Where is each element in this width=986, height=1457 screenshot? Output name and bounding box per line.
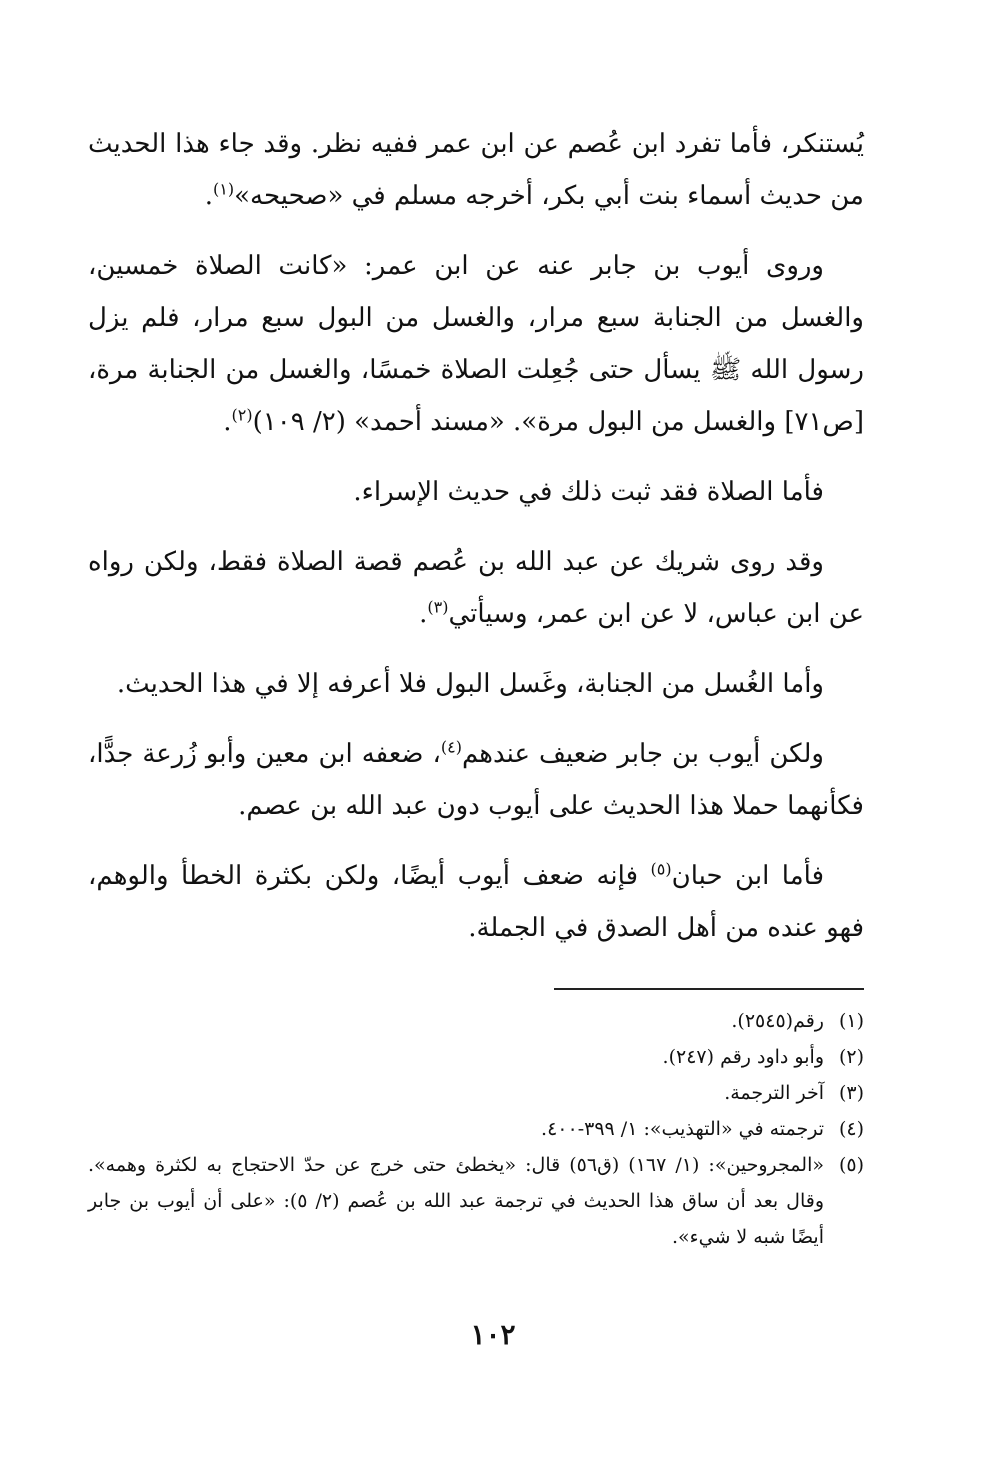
footnote-marker[interactable]: (٥)	[650, 859, 672, 879]
footnote-text: وأبو داود رقم (٢٤٧).	[662, 1046, 824, 1068]
paragraph-text: ولكن أيوب بن جابر ضعيف عندهم	[461, 739, 824, 769]
footnote-item	[88, 1003, 864, 1039]
paragraph-text: وروى أيوب بن جابر عنه عن ابن عمر: «كانت الصلاة خمسين، والغسل من الجنابة سبع مرار، والغسل من البول سبع مرار، فلم يزل رسول الله ﷺ يسأل حتى جُعِلت الصلاة خمسًا، والغسل من الجنابة مرة، [ص٧١] والغسل من البول مرة». «مسند أحمد» (٢/ ١٠٩)	[88, 251, 864, 437]
footnote-text: رقم(٢٥٤٥).	[731, 1010, 824, 1032]
footnote-item	[88, 1147, 864, 1255]
footnote-number: (٥)	[838, 1154, 864, 1176]
paragraph	[88, 728, 864, 832]
footnote-divider	[554, 988, 864, 990]
page-number: ١٠٢	[470, 1318, 516, 1351]
footnote-item	[88, 1111, 864, 1147]
paragraph	[88, 850, 864, 954]
paragraph-text: وقد روى شريك عن عبد الله بن عُصم قصة الصلاة فقط، ولكن رواه عن ابن عباس، لا عن ابن عمر، وسيأتي	[88, 547, 864, 629]
paragraph	[88, 536, 864, 640]
footnote-text: «المجروحين»: (١/ ١٦٧) (ق٥٦) قال: «يخطئ حتى خرج عن حدّ الاحتجاج به لكثرة وهمه». وقال بعد أن ساق هذا الحديث في ترجمة عبد الله بن عُصم (٢/ ٥): «على أن أيوب بن جابر أيضًا شبه لا شيء».	[88, 1154, 824, 1248]
page-body	[88, 118, 864, 1248]
paragraph-text: وأما الغُسل من الجنابة، وغَسل البول فلا أعرفه إلا في هذا الحديث.	[116, 669, 824, 699]
footnote-marker[interactable]: (٣)	[427, 597, 449, 617]
paragraph-text-tail: .	[204, 181, 214, 211]
paragraph	[88, 466, 864, 518]
footnote-text: آخر الترجمة.	[724, 1082, 824, 1104]
footnote-text: ترجمته في «التهذيب»: ١/ ٣٩٩-٤٠٠.	[541, 1118, 824, 1140]
footnote-item	[88, 1075, 864, 1111]
paragraph-text-tail: .	[419, 599, 428, 629]
footnote-item	[88, 1039, 864, 1075]
footnotes-section	[88, 1003, 864, 1255]
paragraph-text-tail: .	[223, 407, 232, 437]
paragraph	[88, 118, 864, 222]
footnote-number: (٢)	[838, 1046, 864, 1068]
paragraph-text-tail: فإنه ضعف أيوب أيضًا، ولكن بكثرة الخطأ والوهم، فهو عنده من أهل الصدق في الجملة.	[88, 861, 864, 943]
paragraph-text-tail: ، ضعفه ابن معين وأبو زُرعة جدًّا، فكأنهما حملا هذا الحديث على أيوب دون عبد الله بن عصم.	[88, 739, 864, 821]
paragraph-text: فأما ابن حبان	[671, 861, 824, 891]
paragraph	[88, 658, 864, 710]
footnote-number: (٤)	[838, 1118, 864, 1140]
footnote-marker[interactable]: (٤)	[440, 737, 462, 757]
footnote-marker[interactable]: (١)	[213, 179, 235, 199]
footnote-number: (٣)	[838, 1082, 864, 1104]
paragraph	[88, 240, 864, 448]
footnote-number: (١)	[838, 1010, 864, 1032]
footnote-marker[interactable]: (٢)	[231, 405, 253, 425]
paragraph-text: فأما الصلاة فقد ثبت ذلك في حديث الإسراء.	[353, 477, 824, 507]
paragraph-text: يُستنكر، فأما تفرد ابن عُصم عن ابن عمر ففيه نظر. وقد جاء هذا الحديث من حديث أسماء بنت أبي بكر، أخرجه مسلم في «صحيحه»	[88, 129, 864, 211]
